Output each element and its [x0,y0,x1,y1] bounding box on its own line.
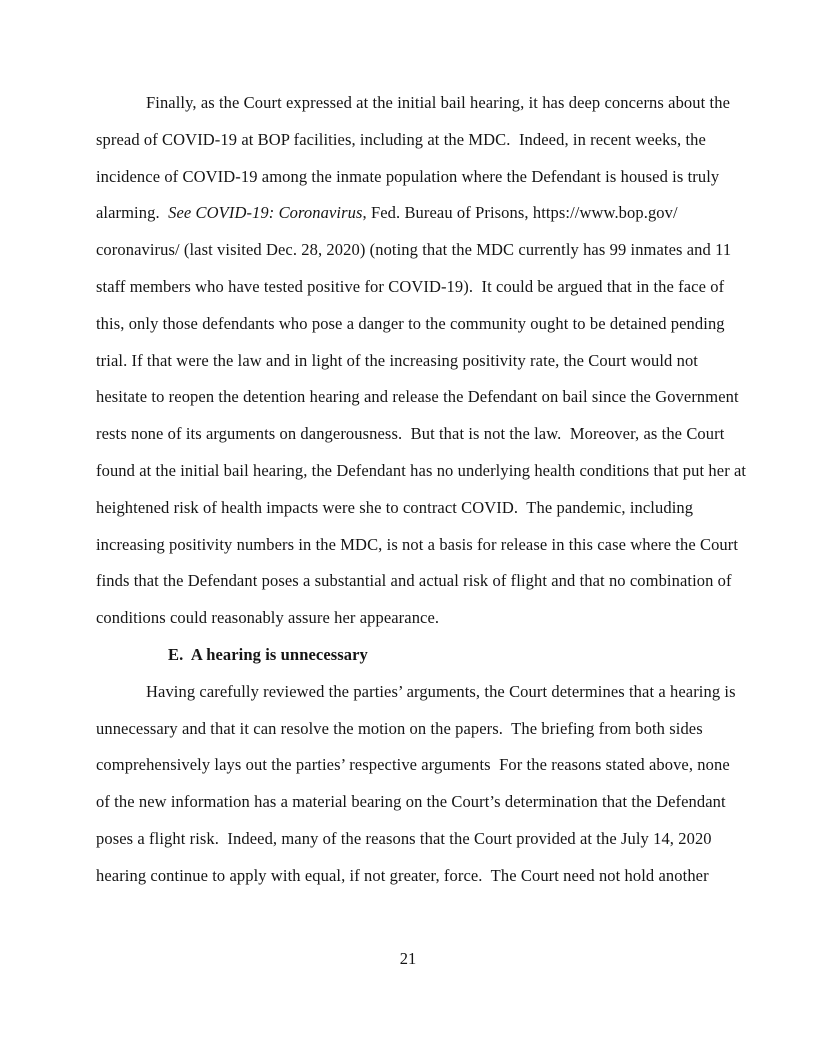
text-segment: Finally, as the Court expressed at the initial bail hearing, it has deep concerns about the [146,93,730,112]
text-line [96,232,732,269]
text-line [96,195,722,232]
text-line [96,563,732,600]
text-line [96,122,722,159]
text-segment: E. A hearing is unnecessary [168,644,368,664]
text-segment: poses a flight risk. Indeed, many of the reasons that the Court provided at the July 14, 2020 [96,828,712,848]
text-segment: spread of COVID-19 at BOP facilities, including at the MDC. Indeed, in recent weeks, the [96,129,706,149]
text-line [96,711,722,748]
text-segment: hearing continue to apply with equal, if not greater, force. The Court need not hold another [96,865,709,885]
text-segment: , Fed. Bureau of Prisons, https://www.bop.gov/ [362,203,678,223]
text-segment: Having carefully reviewed the parties’ arguments, the Court determines that a hearing is [146,681,736,701]
text-line [96,379,739,416]
text-segment: this, only those defendants who pose a danger to the community ought to be detained pending [96,313,725,333]
text-line [96,269,725,306]
text-line [96,416,725,453]
text-segment: comprehensively lays out the parties’ respective arguments For the reasons stated above, none [96,755,730,775]
text-line [96,600,722,637]
text-segment: unnecessary and that it can resolve the motion on the papers. The briefing from both sides [96,718,703,738]
citation-italic-text: See COVID-19: Coronavirus [168,203,363,223]
text-line [96,858,722,895]
document-body [96,85,747,895]
text-segment: incidence of COVID-19 among the inmate population where the Defendant is housed is truly [96,166,720,186]
text-segment: hesitate to reopen the detention hearing and release the Defendant on bail since the Government [96,387,739,407]
text-line [96,490,722,527]
text-line [96,747,730,784]
text-segment: rests none of its arguments on dangerousness. But that is not the law. Moreover, as the Court [96,424,725,444]
text-line [96,453,747,490]
text-segment: heightened risk of health impacts were she to contract COVID. The pandemic, including [96,497,694,517]
text-segment: coronavirus/ (last visited Dec. 28, 2020) (noting that the MDC currently has 99 inmates and 11 [96,240,732,260]
text-line [96,343,722,380]
text-segment: alarming. [96,203,169,223]
text-segment: conditions could reasonably assure her appearance. [96,608,440,628]
text-segment: finds that the Defendant poses a substantial and actual risk of flight and that no combination of [96,571,732,591]
page-number: 21 [399,949,417,968]
text-segment: of the new information has a material bearing on the Court’s determination that the Defendant [96,792,726,812]
text-line [96,674,736,711]
section-heading [96,637,722,674]
text-line [96,527,739,564]
text-segment: trial. If that were the law and in light of the increasing positivity rate, the Court would not [96,350,698,370]
text-line [96,85,730,122]
text-line [96,784,726,821]
text-line [96,159,722,196]
text-line [96,306,725,343]
text-segment: staff members who have tested positive for COVID-19). It could be argued that in the face of [96,276,725,296]
text-line [96,821,722,858]
text-segment: found at the initial bail hearing, the Defendant has no underlying health conditions that put her at [96,460,747,480]
text-segment: increasing positivity numbers in the MDC, is not a basis for release in this case where the Court [96,534,739,554]
